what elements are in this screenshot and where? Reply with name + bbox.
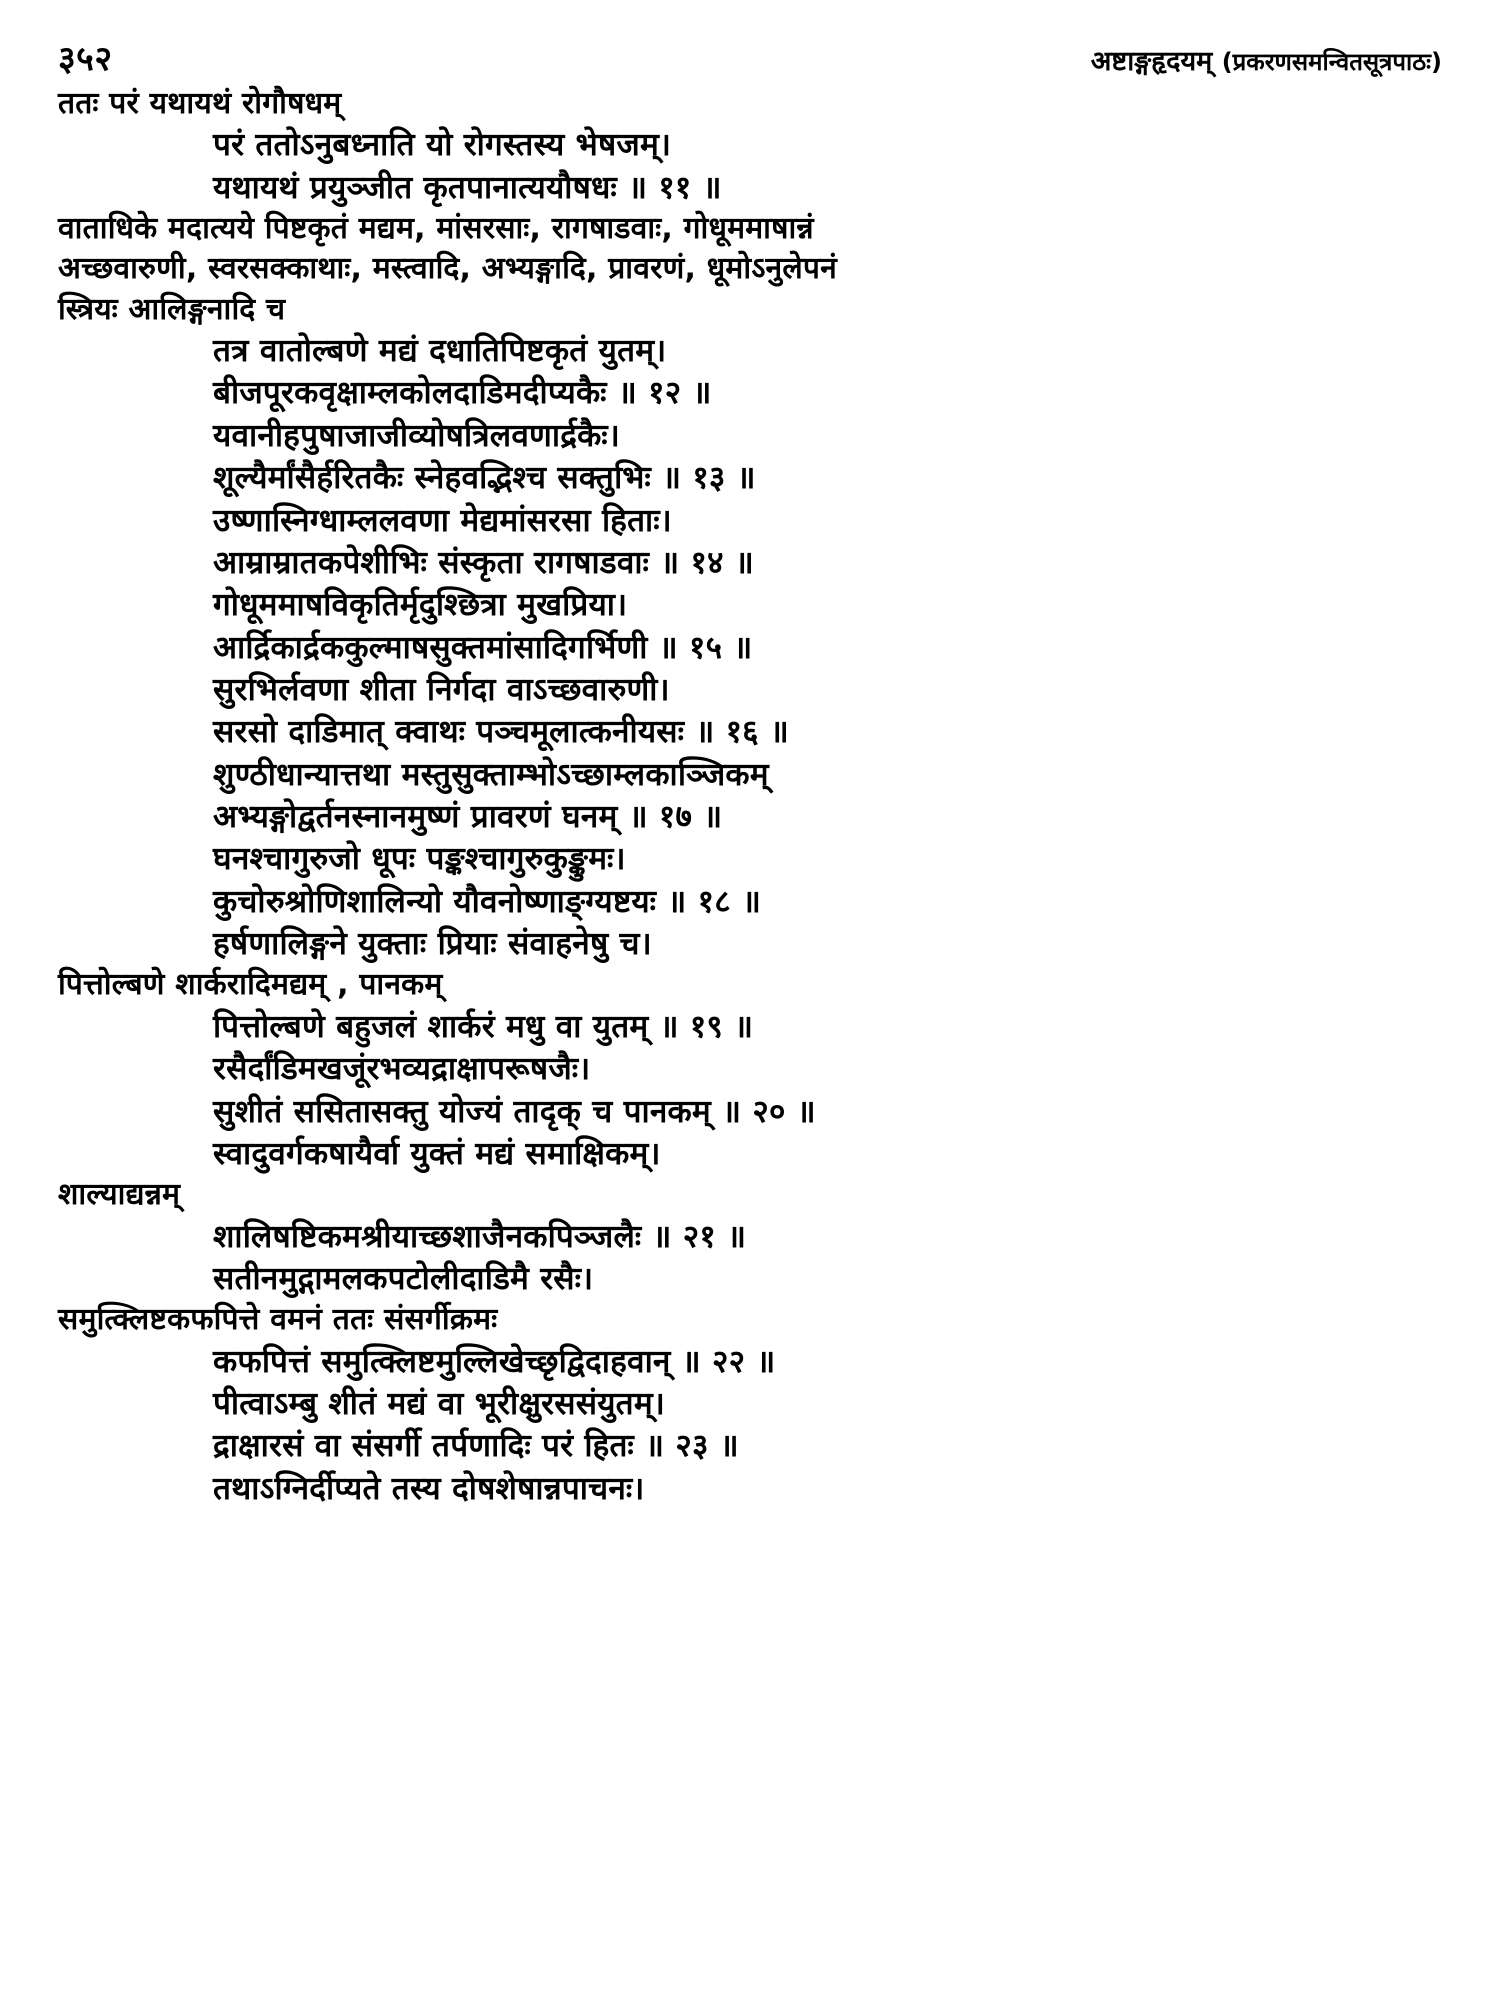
verse-line: शालिषष्टिकमश्रीयाच्छशाजैनकपिञ्जलैः ॥ २१ ॥ [213, 1218, 747, 1255]
verse-line: घनश्चागुरुजो धूपः पङ्कश्चागुरुकुङ्कुमः। [213, 841, 626, 878]
prose-line: शाल्याद्यन्नम् [58, 1177, 181, 1213]
verse-line: द्राक्षारसं वा संसर्गी तर्पणादिः परं हितः ॥ २३ ॥ [213, 1428, 739, 1465]
verse-line: कफपित्तं समुत्क्लिष्टमुल्लिखेच्छृद्विदाहवान् ॥ २२ ॥ [213, 1343, 776, 1380]
verse-line: सतीनमुद्गामलकपटोलीदाडिमै रसैः। [213, 1260, 594, 1297]
verse-line: यथायथं प्रयुञ्जीत कृतपानात्ययौषधः ॥ ११ ॥ [213, 169, 722, 206]
verse-line: शूल्यैर्मांसैर्हरितकैः स्नेहवद्भिश्च सक्तुभिः ॥ १३ ॥ [213, 460, 756, 497]
running-head [1091, 41, 1460, 78]
verse-line: कुचोरुश्रोणिशालिन्यो यौवनोष्णाङ्ग्यष्टयः ॥ १८ ॥ [213, 883, 762, 920]
verse-line: यवानीहपुषाजाजीव्योषत्रिलवणार्द्रकैः। [213, 417, 621, 454]
verse-line: स्वादुवर्गकषायैर्वा युक्तं मद्यं समाक्षिकम्। [213, 1135, 661, 1172]
prose-line: पित्तोल्बणे शार्करादिमद्यम् , पानकम् [58, 967, 443, 1003]
verse-line: गोधूममाषविकृतिर्मृदुश्छित्रा मुखप्रिया। [213, 587, 628, 624]
verse-line: आम्राम्रातकपेशीभिः संस्कृता रागषाडवाः ॥ १४ ॥ [213, 544, 754, 581]
page-header [58, 34, 1460, 80]
prose-line: ततः परं यथायथं रोगौषधम् [58, 86, 342, 121]
page-number: ३५२ [58, 39, 113, 79]
verse-line: परं ततोऽनुबध्नाति यो रोगस्तस्य भेषजम्। [213, 127, 672, 164]
verse-line: शुण्ठीधान्यात्तथा मस्तुसुक्ताम्भोऽच्छाम्लकाञ्जिकम् [213, 756, 769, 793]
verse-line: रसैर्दांडिमखजूंरभव्यद्राक्षापरूषजैः। [213, 1051, 591, 1088]
verse-line: तत्र वातोल्बणे मद्यं दधातिपिष्टकृतं युतम्। [213, 333, 667, 370]
verse-line: सुरभिर्लवणा शीता निर्गदा वाऽच्छवारुणी। [213, 671, 670, 708]
verse-line: तथाऽग्निर्दीप्यते तस्य दोषशेषान्नपाचनः। [213, 1470, 645, 1507]
verse-line: आर्द्रिकार्द्रककुल्माषसुक्तमांसादिगर्भिणी ॥ १५ ॥ [213, 629, 753, 666]
verse-line: पीत्वाऽम्बु शीतं मद्यं वा भूरीक्षुरससंयुतम्। [213, 1386, 666, 1423]
verse-line: सुशीतं ससितासक्तु योज्यं तादृक् च पानकम् ॥ २० ॥ [213, 1093, 816, 1130]
prose-line: समुत्क्लिष्टकफपित्ते वमनं ततः संसर्गीक्रमः [58, 1302, 498, 1338]
prose-line: वाताधिके मदात्यये पिष्टकृतं मद्यम, मांसरसाः, रागषाडवाः, गोधूममाषान्नं [58, 211, 814, 247]
verse-line: उष्णास्निग्धाम्ललवणा मेद्यमांसरसा हिताः। [213, 502, 672, 539]
book-subtitle: (प्रकरणसमन्वितसूत्रपाठः) [1221, 48, 1442, 76]
text-body [58, 84, 1460, 1510]
prose-line: अच्छवारुणी, स्वरसक्काथाः, मस्त्वादि, अभ्यङ्गादि, प्रावरणं, धूमोऽनुलेपनं [58, 251, 838, 287]
book-title: अष्टाङ्गहृदयम् [1090, 46, 1213, 77]
verse-line: अभ्यङ्गोद्वर्तनस्नानमुष्णं प्रावरणं घनम् ॥ १७ ॥ [213, 799, 723, 836]
prose-line: स्त्रियः आलिङ्गनादि च [58, 291, 286, 327]
verse-line: सरसो दाडिमात् क्वाथः पञ्चमूलात्कनीयसः ॥ १६ ॥ [213, 714, 789, 751]
verse-line: पित्तोल्बणे बहुजलं शार्करं मधु वा युतम् ॥ १९ ॥ [213, 1008, 754, 1045]
verse-line: हर्षणालिङ्गने युक्ताः प्रियाः संवाहनेषु च। [213, 926, 652, 963]
verse-line: बीजपूरकवृक्षाम्लकोलदाडिमदीप्यकैः ॥ १२ ॥ [213, 375, 712, 412]
